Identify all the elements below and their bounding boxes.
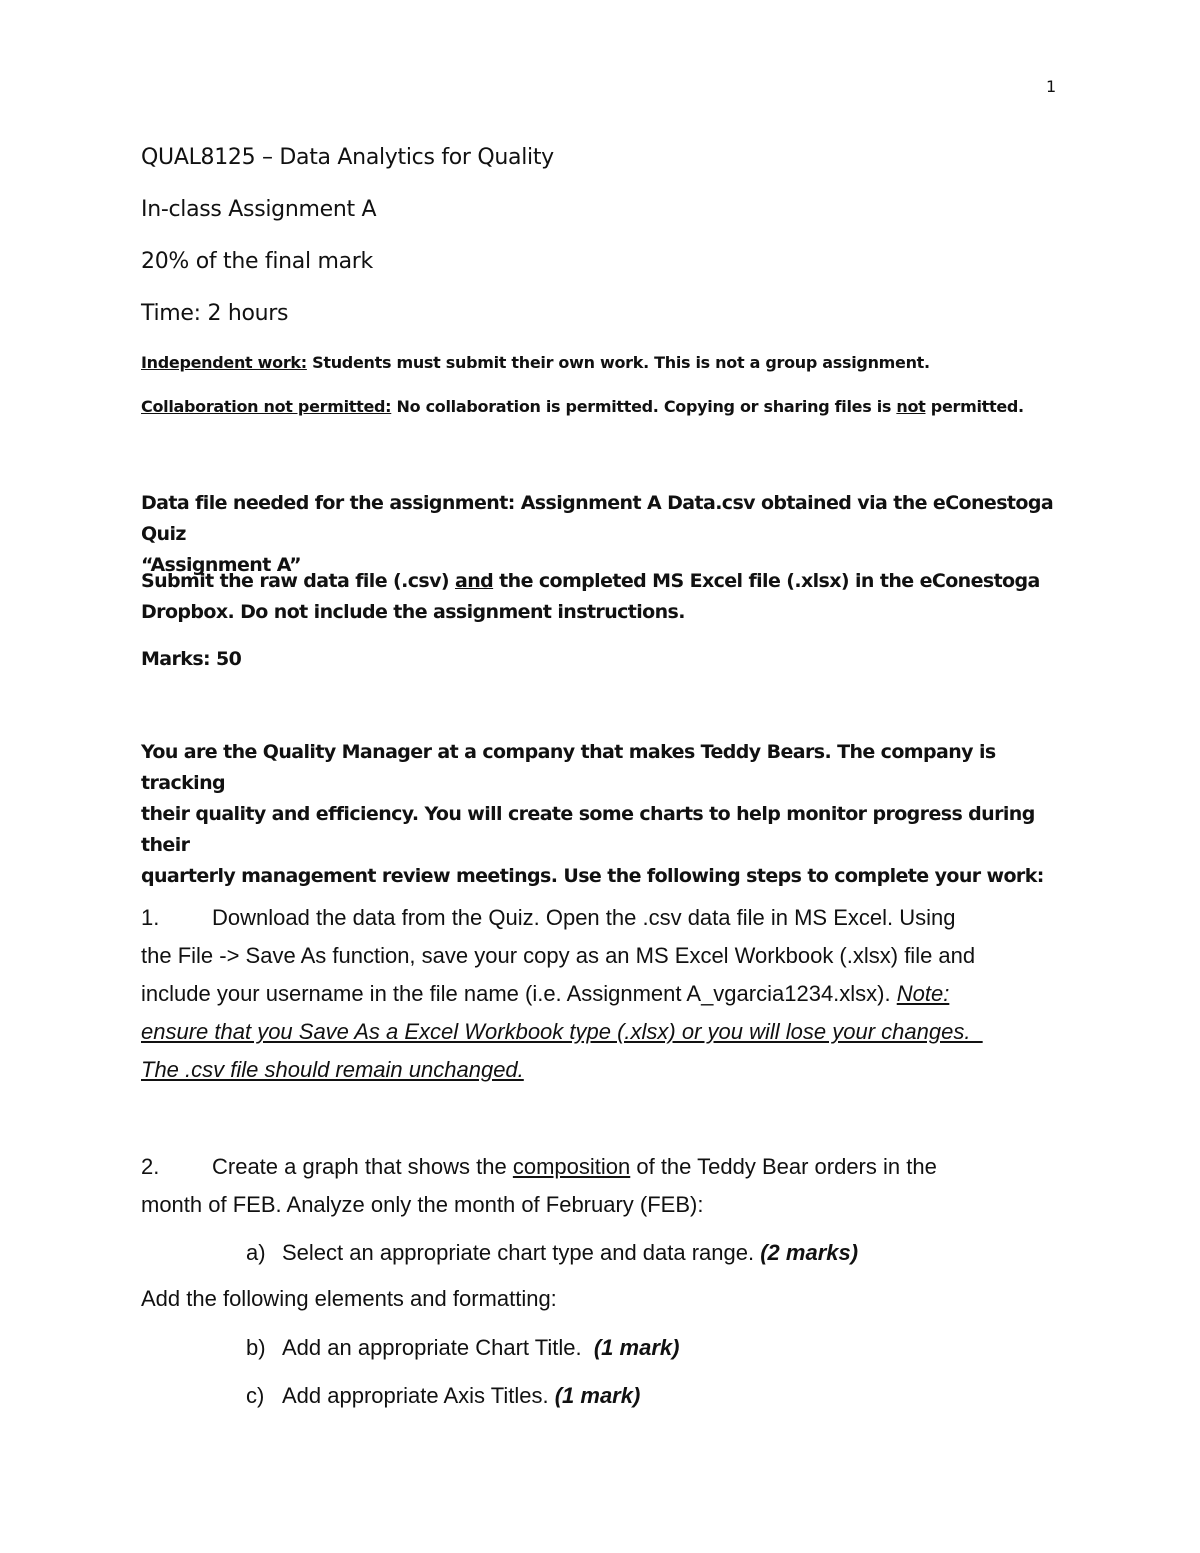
submit-part-1: Submit the raw data file (.csv) — [141, 570, 455, 592]
step-2-number: 2. — [141, 1154, 160, 1179]
item-a-label: a) — [246, 1240, 266, 1265]
step-1-note-label: Note: — [896, 981, 950, 1006]
intro-line-3: quarterly management review meetings. Use the following steps to complete your work: — [141, 865, 1044, 887]
step-2-text-1b: of the Teddy Bear orders in the — [630, 1154, 937, 1179]
item-a-marks: (2 marks) — [760, 1240, 859, 1265]
collaboration-text-1: No collaboration is permitted. Copying or sharing files is — [391, 397, 897, 416]
item-c-text: Add appropriate Axis Titles. — [282, 1383, 555, 1408]
submit-line-1 — [141, 566, 1061, 597]
step-1 — [141, 899, 1061, 1089]
step-2-text-1a: Create a graph that shows the — [212, 1154, 513, 1179]
data-file-line-2: “Assignment A” — [141, 554, 301, 576]
add-elements-line: Add the following elements and formatting: — [141, 1286, 557, 1311]
step-1-number: 1. — [141, 905, 160, 930]
step-2 — [141, 1148, 1061, 1224]
step-2-item-c — [246, 1383, 640, 1409]
step-1-line-1 — [141, 899, 1061, 937]
intro-line-2: their quality and efficiency. You will create some charts to help monitor progress during their — [141, 803, 1035, 856]
submit-part-2: the completed MS Excel file (.xlsx) in the eConestoga — [493, 570, 1040, 592]
step-1-line-3 — [141, 975, 1061, 1013]
step-1-text-3: include your username in the file name (i.e. Assignment A_vgarcia1234.xlsx). — [141, 981, 897, 1006]
intro-line-1: You are the Quality Manager at a company that makes Teddy Bears. The company is tracking — [141, 741, 996, 794]
step-1-text-1: Download the data from the Quiz. Open the .csv data file in MS Excel. Using — [212, 905, 956, 930]
assignment-title: In-class Assignment A — [141, 197, 377, 222]
step-1-line-5: The .csv file should remain unchanged. — [141, 1057, 524, 1082]
submit-line-2: Dropbox. Do not include the assignment instructions. — [141, 601, 685, 623]
item-c-marks: (1 mark) — [554, 1383, 641, 1408]
independent-work-rule — [141, 353, 930, 372]
step-2-line-2: month of FEB. Analyze only the month of February (FEB): — [141, 1192, 704, 1217]
step-2-item-a — [246, 1240, 858, 1266]
intro-paragraph — [141, 737, 1061, 892]
step-2-item-b — [246, 1335, 679, 1361]
step-1-line-4: ensure that you Save As a Excel Workbook type (.xlsx) or you will lose your changes. — [141, 1019, 983, 1044]
collaboration-label: Collaboration not permitted: — [141, 397, 392, 416]
page-number: 1 — [1046, 77, 1056, 96]
data-file-line-1: Data file needed for the assignment: Assignment A Data.csv obtained via the eConestoga Quiz — [141, 492, 1054, 545]
weight-line: 20% of the final mark — [141, 249, 373, 274]
step-2-line-1 — [141, 1148, 1061, 1186]
independent-work-label: Independent work: — [141, 353, 307, 372]
course-title: QUAL8125 – Data Analytics for Quality — [141, 145, 554, 170]
item-b-marks: (1 mark) — [593, 1335, 680, 1360]
submit-paragraph — [141, 566, 1061, 628]
collaboration-text-2: permitted. — [925, 397, 1024, 416]
marks-line: Marks: 50 — [141, 648, 242, 670]
collaboration-rule — [141, 397, 1024, 416]
step-2-composition: composition — [512, 1154, 631, 1179]
step-1-line-2: the File -> Save As function, save your copy as an MS Excel Workbook (.xlsx) file and — [141, 943, 976, 968]
item-a-text: Select an appropriate chart type and data range. — [282, 1240, 761, 1265]
item-b-label: b) — [246, 1335, 266, 1360]
submit-and: and — [454, 570, 494, 592]
collaboration-not: not — [896, 397, 926, 416]
item-c-label: c) — [246, 1383, 265, 1408]
independent-work-text: Students must submit their own work. This is not a group assignment. — [306, 353, 930, 372]
time-line: Time: 2 hours — [141, 301, 289, 326]
item-b-text: Add an appropriate Chart Title. — [282, 1335, 594, 1360]
